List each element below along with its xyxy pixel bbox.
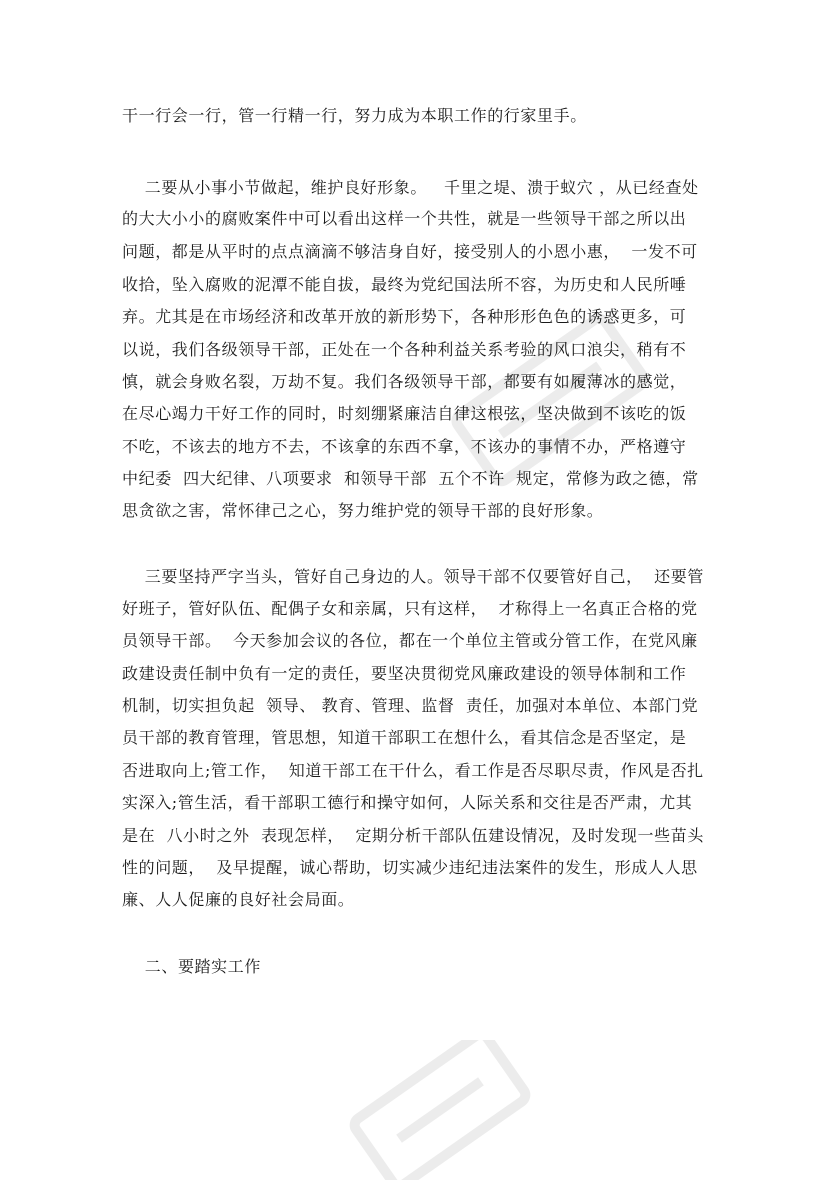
text-line: 思贪欲之害，常怀律己之心，努力维护党的领导干部的良好形象。 (122, 501, 604, 520)
text-line: 实深入;管生活，看干部职工德行和操守如何，人际关系和交往是否严肃，尤其 (122, 793, 693, 812)
text-line: 以说，我们各级领导干部，正处在一个各种利益关系考验的风口浪尖，稍有不 (122, 340, 687, 359)
text-line: 慎，就会身败名裂，万劫不复。我们各级领导干部，都要有如履薄冰的感觉， (122, 372, 687, 391)
text-line: 员干部的教育管理，管思想，知道干部职工在想什么，看其信念是否坚定，是 (122, 728, 687, 747)
text-line: 否进取向上;管工作， 知道干部工在干什么，看工作是否尽职尽责，作风是否扎 (122, 761, 704, 780)
text-line: 机制，切实担负起 领导、 教育、管理、监督 责任，加强对本单位、本部门党 (122, 696, 699, 715)
text-line: 中纪委 四大纪律、八项要求 和领导干部 五个不许 规定，常修为政之德，常 (122, 469, 699, 488)
watermark-icon (330, 1040, 550, 1180)
section-heading: 二、要踏实工作 (122, 957, 261, 976)
text-line: 是在 八小时之外 表现怎样， 定期分析干部队伍建设情况，及时发现一些苗头 (122, 826, 704, 845)
text-line: 不吃，不该去的地方不去，不该拿的东西不拿，不该办的事情不办，严格遵守 (122, 437, 687, 456)
text-line: 干一行会一行，管一行精一行，努力成为本职工作的行家里手。 (122, 106, 587, 125)
paragraph-three-start: 三要坚持严字当头，管好自己身边的人。领导干部不仅要管好自己， 还要管 (122, 567, 704, 586)
paragraph-two-start: 二要从小事小节做起，维护良好形象。 千里之堤、溃于蚁穴 ，从已经查处 (122, 178, 699, 197)
text-line: 在尽心竭力干好工作的同时，时刻绷紧廉洁自律这根弦，坚决做到不该吃的饭 (122, 404, 687, 423)
text-line: 弃。尤其是在市场经济和改革开放的新形势下，各种形形色色的诱惑更多，可 (122, 307, 687, 326)
text-line: 廉、人人促廉的良好社会局面。 (122, 890, 355, 909)
text-line: 好班子，管好队伍、配偶子女和亲属，只有这样， 才称得上一名真正合格的党 (122, 599, 698, 618)
text-line: 性的问题， 及早提醒，诚心帮助，切实减少违纪违法案件的发生，形成人人思 (122, 858, 698, 877)
text-line: 政建设责任制中负有一定的责任，要坚决贯彻党风廉政建设的领导体制和工作 (122, 664, 687, 683)
text-line: 的大大小小的腐败案件中可以看出这样一个共性，就是一些领导干部之所以出 (122, 209, 687, 228)
text-line: 收拾，坠入腐败的泥潭不能自拔，最终为党纪国法所不容，为历史和人民所唾 (122, 275, 687, 294)
text-line: 员领导干部。 今天参加会议的各位，都在一个单位主管或分管工作，在党风廉 (122, 631, 698, 650)
text-line: 问题，都是从平时的点点滴滴不够洁身自好，接受别人的小恩小惠， 一发不可 (122, 242, 698, 261)
